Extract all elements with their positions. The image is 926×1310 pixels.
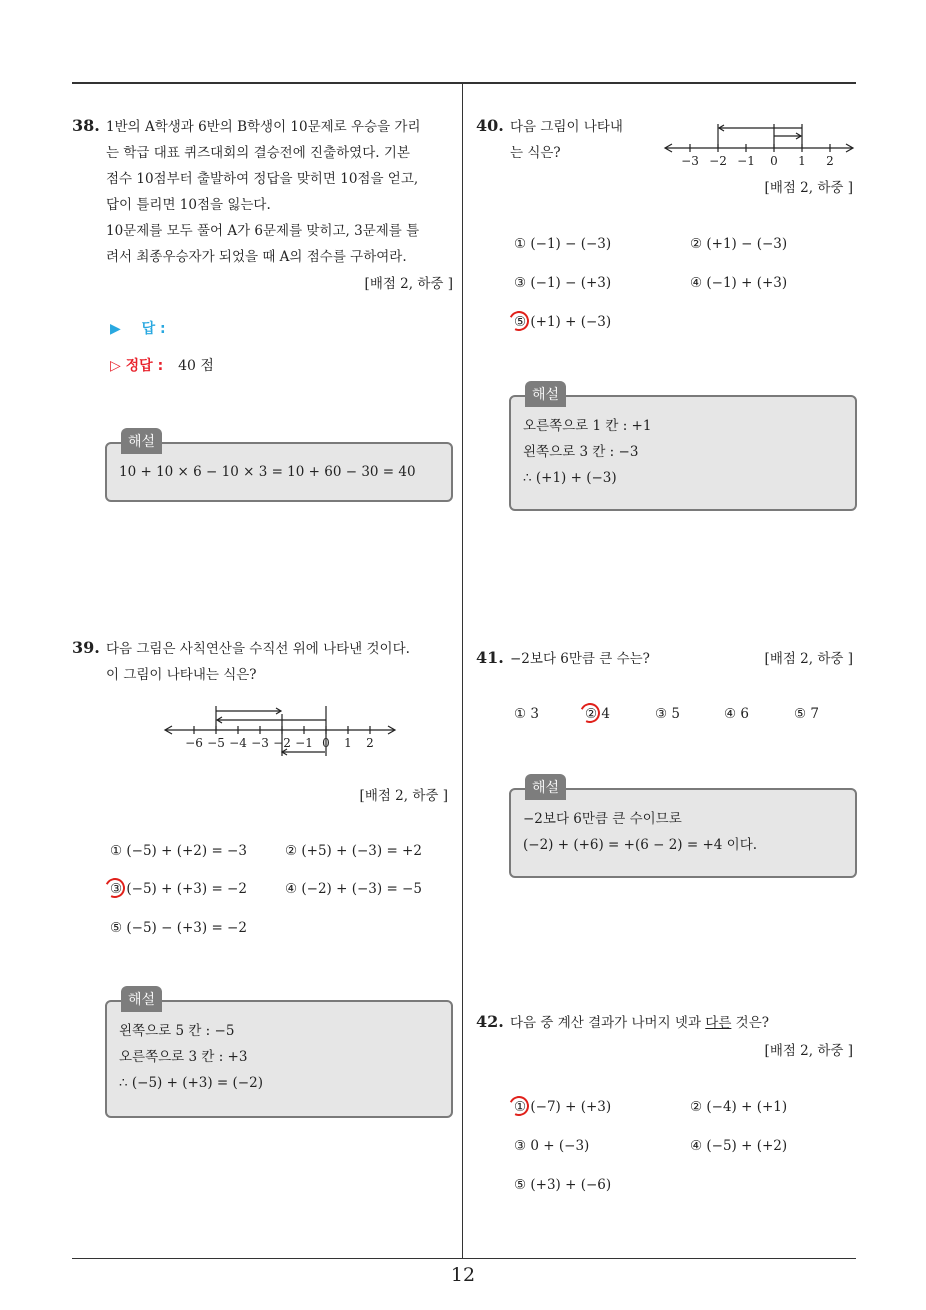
explanation-label: 해설 xyxy=(121,428,162,454)
explanation-body xyxy=(119,1018,263,1096)
score-label: [배점 2, 하중 ] xyxy=(764,180,853,196)
explanation-box xyxy=(509,774,857,878)
explanation-body xyxy=(523,806,757,858)
question-number: 38. xyxy=(72,116,100,135)
option-2[interactable]: ② 4 xyxy=(585,706,610,722)
option-1[interactable]: ① 3 xyxy=(514,706,539,722)
explanation-line: ∴ (−5) + (+3) = (−2) xyxy=(119,1075,263,1091)
option-3[interactable]: ③ 0 + (−3) xyxy=(514,1138,590,1154)
question-line: 는 식은? xyxy=(510,145,561,161)
option-5[interactable]: ⑤ (−5) − (+3) = −2 xyxy=(110,920,247,936)
correct-answer-label: 정답 : xyxy=(125,358,164,374)
option-5[interactable]: ⑤ (+3) + (−6) xyxy=(514,1177,612,1193)
option-5[interactable]: ⑤ 7 xyxy=(794,706,819,722)
question-number: 40. xyxy=(476,116,504,135)
explanation-line: ∴ (+1) + (−3) xyxy=(523,470,617,486)
explanation-line: 오른쪽으로 3 칸 : +3 xyxy=(119,1049,248,1065)
explanation-line: 왼쪽으로 5 칸 : −5 xyxy=(119,1023,235,1039)
column-divider xyxy=(462,82,463,1258)
question-text xyxy=(106,636,410,688)
explanation-line: 왼쪽으로 3 칸 : −3 xyxy=(523,444,639,460)
question-line: 다음 그림이 나타내 xyxy=(510,119,623,135)
option-5[interactable]: ⑤ (+1) + (−3) xyxy=(514,314,612,330)
option-4[interactable]: ④ (−5) + (+2) xyxy=(690,1138,788,1154)
question-line: 10문제를 모두 풀어 A가 6문제를 맞히고, 3문제를 틀 xyxy=(106,223,420,239)
tick-label: −6 xyxy=(185,736,203,750)
explanation-box xyxy=(105,986,453,1118)
option-3[interactable]: ③ (−1) − (+3) xyxy=(514,275,612,291)
question-42 xyxy=(476,1010,856,1036)
question-number: 39. xyxy=(72,638,100,657)
explanation-label: 해설 xyxy=(121,986,162,1012)
explanation-label: 해설 xyxy=(525,381,566,407)
option-1[interactable]: ① (−7) + (+3) xyxy=(514,1099,612,1115)
tick-label: 0 xyxy=(322,736,330,750)
explanation-body xyxy=(523,413,651,491)
question-39 xyxy=(72,636,456,696)
question-line: 이 그림이 나타내는 식은? xyxy=(106,667,257,683)
question-40 xyxy=(476,114,656,174)
question-text-part: 것은? xyxy=(731,1015,769,1031)
question-line: 답이 틀리면 10점을 잃는다. xyxy=(106,197,271,213)
page-number: 12 xyxy=(450,1264,476,1286)
question-number: 41. xyxy=(476,648,504,667)
question-line: 점수 10점부터 출발하여 정답을 맞히면 10점을 얻고, xyxy=(106,171,419,187)
number-line-figure xyxy=(160,700,405,764)
tick-label: −1 xyxy=(295,736,313,750)
explanation-label: 해설 xyxy=(525,774,566,800)
answer-label: 답 : xyxy=(141,321,166,337)
option-1[interactable]: ① (−1) − (−3) xyxy=(514,236,612,252)
explanation-line: −2보다 6만큼 큰 수이므로 xyxy=(523,811,682,827)
tick-label: 2 xyxy=(826,154,834,168)
explanation-box xyxy=(105,428,453,502)
score-label: [배점 2, 하중 ] xyxy=(764,1043,853,1059)
answer-arrow-icon: ▶ xyxy=(110,321,121,337)
option-2[interactable]: ② (+5) + (−3) = +2 xyxy=(285,843,422,859)
option-2[interactable]: ② (+1) − (−3) xyxy=(690,236,788,252)
option-3[interactable]: ③ 5 xyxy=(655,706,680,722)
option-3[interactable]: ③ (−5) + (+3) = −2 xyxy=(110,881,247,897)
bottom-rule xyxy=(72,1258,856,1259)
tick-label: −1 xyxy=(737,154,755,168)
option-1[interactable]: ① (−5) + (+2) = −3 xyxy=(110,843,247,859)
option-4[interactable]: ④ (−2) + (−3) = −5 xyxy=(285,881,422,897)
option-4[interactable]: ④ 6 xyxy=(724,706,749,722)
question-text xyxy=(510,1010,769,1036)
explanation-line: (−2) + (+6) = +(6 − 2) = +4 이다. xyxy=(523,837,758,853)
question-text: −2보다 6만큼 큰 수는? xyxy=(510,651,650,667)
score-label: [배점 2, 하중 ] xyxy=(364,276,453,292)
question-number: 42. xyxy=(476,1012,504,1031)
tick-label: −3 xyxy=(251,736,269,750)
tick-label: −5 xyxy=(207,736,225,750)
question-line: 다음 그림은 사칙연산을 수직선 위에 나타낸 것이다. xyxy=(106,641,410,657)
answer-row xyxy=(110,318,166,338)
option-4[interactable]: ④ (−1) + (+3) xyxy=(690,275,788,291)
correct-arrow-icon: ▷ xyxy=(110,358,121,374)
number-line-figure xyxy=(662,118,856,170)
explanation-line: 10 + 10 × 6 − 10 × 3 = 10 + 60 − 30 = 40 xyxy=(119,464,416,480)
question-line: 려서 최종우승자가 되었을 때 A의 점수를 구하여라. xyxy=(106,249,407,265)
top-rule xyxy=(72,82,856,84)
option-2[interactable]: ② (−4) + (+1) xyxy=(690,1099,788,1115)
tick-label: 1 xyxy=(798,154,806,168)
score-label: [배점 2, 하중 ] xyxy=(359,788,448,804)
correct-answer-row xyxy=(110,355,214,375)
score-label: [배점 2, 하중 ] xyxy=(764,651,853,667)
tick-label: 0 xyxy=(770,154,778,168)
question-line: 1반의 A학생과 6반의 B학생이 10문제로 우승을 가리 xyxy=(106,119,421,135)
tick-label: −2 xyxy=(709,154,727,168)
correct-answer-value: 40 점 xyxy=(178,358,214,374)
tick-label: −2 xyxy=(273,736,291,750)
question-text-emphasis: 다른 xyxy=(705,1015,732,1031)
tick-label: 1 xyxy=(344,736,352,750)
tick-label: −3 xyxy=(681,154,699,168)
tick-label: 2 xyxy=(366,736,374,750)
question-line: 는 학급 대표 퀴즈대회의 결승전에 진출하였다. 기본 xyxy=(106,145,410,161)
explanation-line: 오른쪽으로 1 칸 : +1 xyxy=(523,418,652,434)
question-text xyxy=(106,114,456,270)
tick-label: −4 xyxy=(229,736,247,750)
question-text-part: 다음 중 계산 결과가 나머지 넷과 xyxy=(510,1015,706,1031)
explanation-box xyxy=(509,381,857,511)
question-text xyxy=(510,114,623,166)
